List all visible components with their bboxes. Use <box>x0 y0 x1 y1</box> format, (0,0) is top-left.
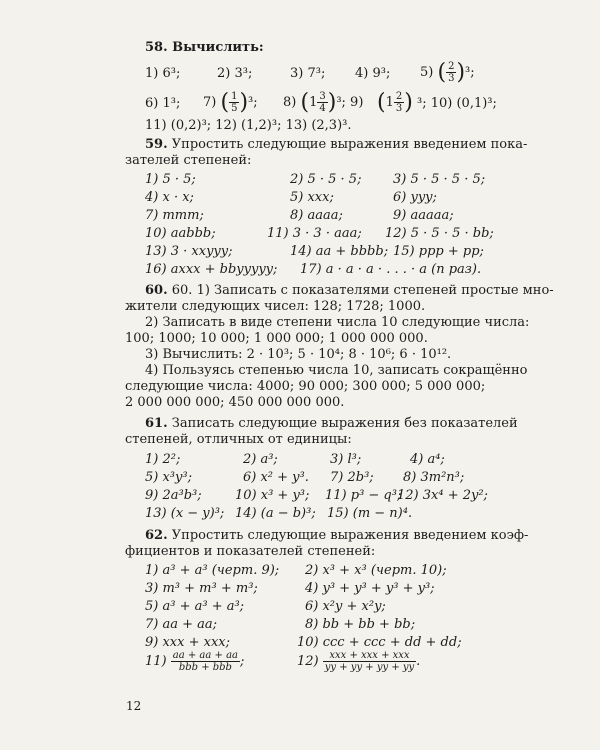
item-9: (1 $\frac{2}{3}$ ) <box>377 90 413 115</box>
problem-62-row: 1) a³ + a³ (черт. 9); 2) x³ + x³ (черт. 10); <box>145 563 447 578</box>
problem-59-heading: 59. Упростить следующие выражения введением пока- <box>145 137 528 152</box>
problem-59-row: 16) axxx + bbyyyyy; 17) a · a · a · . . . · a (n раз). <box>145 262 482 277</box>
problem-62-heading: 62. Упростить следующие выражения введением коэф- <box>145 528 529 543</box>
problem-62-row: 3) m³ + m³ + m³; 4) y³ + y³ + y³ + y³; <box>145 581 435 596</box>
problem-62-row: 7) aa + aa; 8) bb + bb + bb; <box>145 617 416 632</box>
problem-59-row: 13) 3 · xxyyy; 14) aa + bbbb; 15) ppp + pp; <box>145 244 484 259</box>
problem-60-line: 4) Пользуясь степенью числа 10, записать сокращённо <box>145 363 528 378</box>
problem-58-row-2 <box>145 90 497 115</box>
page-number: 12 <box>126 699 142 713</box>
problem-59-row: 10) aabbb; 11) 3 · 3 · aaa; 12) 5 · 5 · 5 · bb; <box>145 226 494 241</box>
problem-60-line: 60. 60. 1) Записать с показателями степеней простые мно- <box>145 283 554 298</box>
problem-61-row: 13) (x − y)³; 14) (a − b)³; 15) (m − n)⁴. <box>145 506 413 521</box>
item-7: 7) ( $\frac{1}{5}$ )³; <box>203 90 258 115</box>
problem-59-text: зателей степеней: <box>125 153 252 168</box>
item: 2) 3³; <box>217 66 253 81</box>
item: 1) 6³; <box>145 66 181 81</box>
item-5: 5) ( $\frac{2}{3}$ )³; <box>420 60 475 85</box>
problem-58-row-3: 11) (0,2)³; 12) (1,2)³; 13) (2,3)³. <box>145 118 352 133</box>
problem-61-heading: 61. Записать следующие выражения без показателей <box>145 416 518 431</box>
item: 3) 7³; <box>290 66 326 81</box>
problem-59-row: 4) x · x; 5) xxx; 6) yyy; <box>145 190 437 205</box>
problem-62-text: фициентов и показателей степеней: <box>125 544 376 559</box>
problem-60-line: 2 000 000 000; 450 000 000 000. <box>125 395 345 410</box>
problem-62-row: 5) a³ + a³ + a³; 6) x²y + x²y; <box>145 599 386 614</box>
item-8: 8) (1 $\frac{3}{4}$ )³; 9) <box>283 90 364 115</box>
item: 4) 9³; <box>355 66 391 81</box>
problem-60-line: следующие числа: 4000; 90 000; 300 000; 5 000 000; <box>125 379 486 394</box>
problem-59-row: 7) mmm; 8) aaaa; 9) aaaaa; <box>145 208 454 223</box>
problem-61-row: 1) 2²; 2) a³; 3) l³; 4) a⁴; <box>145 452 445 467</box>
problem-61-text: степеней, отличных от единицы: <box>125 432 352 447</box>
problem-61-row: 9) 2a³b³; 10) x³ + y³; 11) p³ − q³; 12) 3x⁴ + 2y²; <box>145 488 488 503</box>
problem-58-row-1 <box>145 60 495 85</box>
problem-62-item-11: 11) $\frac{aa + aa + aa}{\text{bbb + bbb}}$ ; <box>145 650 245 673</box>
problem-62-row: 9) xxx + xxx; 10) ccc + ccc + dd + dd; <box>145 635 462 650</box>
problem-60-line: 3) Вычислить: 2 · 10³; 5 · 10⁴; 8 · 10⁶; 6 · 10¹². <box>145 347 452 362</box>
problem-62-item-12: 12) $\frac{\text{xxx + xxx + xxx}}{yy + yy + yy + yy}$ . <box>297 650 421 673</box>
problem-60-line: жители следующих чисел: 128; 1728; 1000. <box>125 299 426 314</box>
problem-58-title: 58. Вычислить: <box>145 40 264 55</box>
problem-60-line: 2) Записать в виде степени числа 10 следующие числа: <box>145 315 530 330</box>
item-10: ³; 10) (0,1)³; <box>417 96 497 111</box>
problem-59-row: 1) 5 · 5; 2) 5 · 5 · 5; 3) 5 · 5 · 5 · 5; <box>145 172 486 187</box>
problem-60-line: 100; 1000; 10 000; 1 000 000; 1 000 000 000. <box>125 331 428 346</box>
problem-61-row: 5) x³y³; 6) x² + y³. 7) 2b³; 8) 3m²n³; <box>145 470 465 485</box>
item: 6) 1³; <box>145 96 181 111</box>
